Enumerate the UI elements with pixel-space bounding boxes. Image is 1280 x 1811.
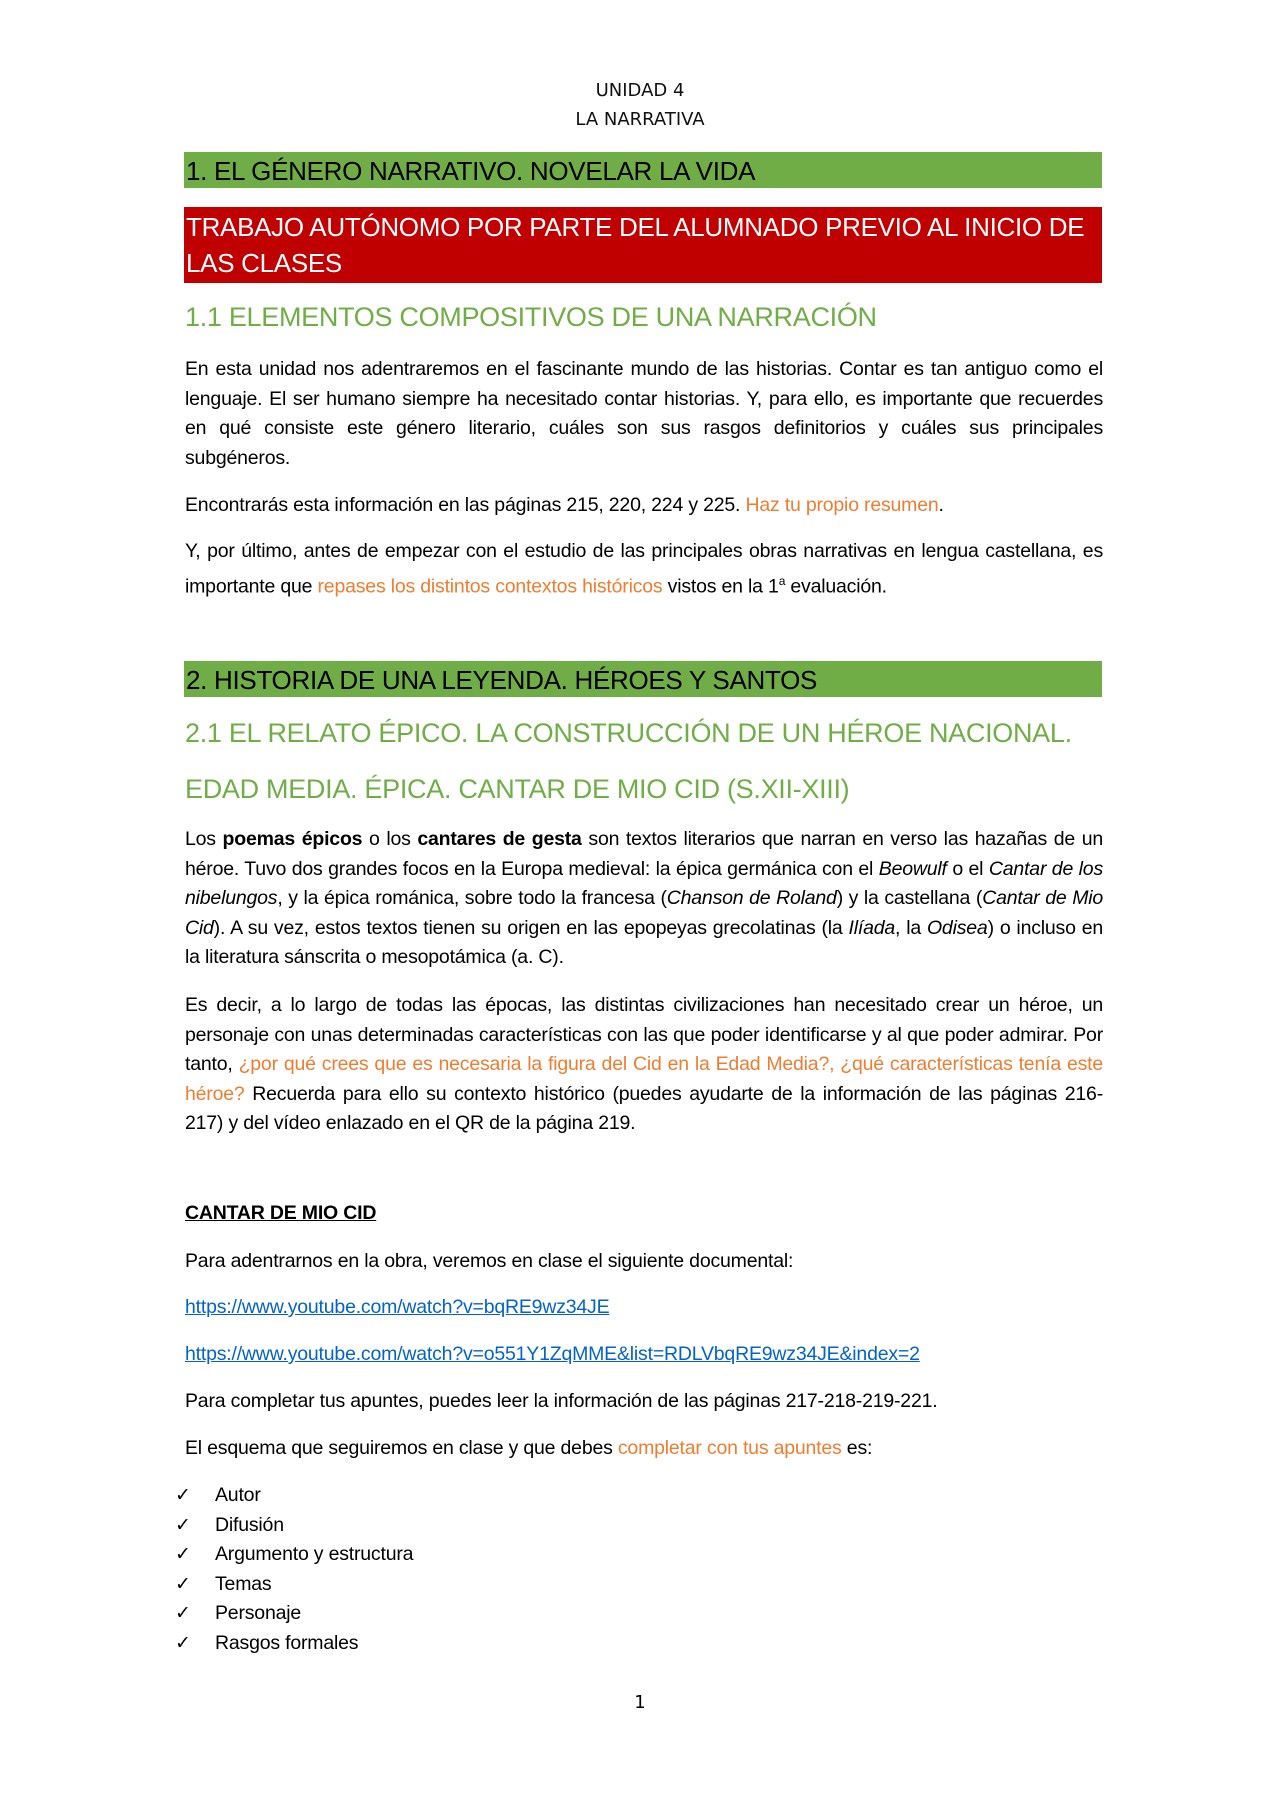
- hero-paragraph: Es decir, a lo largo de todas las épocas, las distintas civilizaciones han necesitado crear un héroe, un personaje con unas determinadas características con las que poder identificarse y al que poder admirar. Por tanto, ¿por qué crees que es necesaria la figura del Cid en la Edad Media?, ¿qué características tenía este héroe? Recuerda para ello su contexto histórico (puedes ayudarte de la información de las páginas 216-217) y del vídeo enlazado en el QR de la página 219.: [185, 994, 1103, 1135]
- page-number: 1: [634, 1692, 646, 1713]
- hero-question: ¿por qué crees que es necesaria la figura del Cid en la Edad Media?, ¿qué características tenía este héroe?: [185, 1053, 1103, 1105]
- list-item: ✓ Autor: [175, 1481, 413, 1511]
- unit-header: UNIDAD 4: [595, 80, 685, 101]
- section-2-title: 2. HISTORIA DE UNA LEYENDA. HÉROES Y SANTOS: [184, 661, 1102, 697]
- youtube-link-2[interactable]: https://www.youtube.com/watch?v=o551Y1ZqMME&list=RDLVbqRE9wz34JE&index=2: [185, 1343, 920, 1365]
- context-paragraph: Y, por último, antes de empezar con el estudio de las principales obras narrativas en lengua castellana, es importante que repases los distintos contextos históricos vistos en la 1$^a$ evaluación.: [185, 540, 1103, 598]
- subsection-2-1-title: 2.1 EL RELATO ÉPICO. LA CONSTRUCCIÓN DE UN HÉROE NACIONAL.: [185, 718, 1072, 748]
- context-instruction: repases los distintos contextos históricos: [317, 575, 663, 598]
- check-icon: ✓: [175, 1602, 191, 1624]
- edad-media-title: EDAD MEDIA. ÉPICA. CANTAR DE MIO CID (S.XII-XIII): [185, 774, 850, 804]
- complete-notes-instruction: completar con tus apuntes: [617, 1437, 842, 1459]
- list-item: ✓ Argumento y estructura: [175, 1540, 413, 1570]
- autonomous-work-notice: TRABAJO AUTÓNOMO POR PARTE DEL ALUMNADO PREVIO AL INICIO DE LAS CLASES: [184, 207, 1102, 283]
- list-item: ✓ Rasgos formales: [175, 1629, 413, 1659]
- list-item: ✓ Personaje: [175, 1599, 413, 1629]
- pages-paragraph: Encontrarás esta información en las páginas 215, 220, 224 y 225. Haz tu propio resumen.: [185, 494, 944, 516]
- cantar-title: CANTAR DE MIO CID: [185, 1202, 377, 1224]
- summary-instruction: Haz tu propio resumen: [745, 494, 939, 516]
- subsection-1-1-title: 1.1 ELEMENTOS COMPOSITIVOS DE UNA NARRACIÓN: [185, 302, 877, 332]
- scheme-checklist: [175, 1481, 413, 1658]
- list-item: ✓ Temas: [175, 1570, 413, 1600]
- check-icon: ✓: [175, 1543, 191, 1565]
- check-icon: ✓: [175, 1484, 191, 1506]
- scheme-intro: El esquema que seguiremos en clase y que debes completar con tus apuntes es:: [185, 1437, 873, 1459]
- pages-note: Para completar tus apuntes, puedes leer la información de las páginas 217-218-219-221.: [185, 1390, 938, 1412]
- check-icon: ✓: [175, 1572, 191, 1595]
- epic-paragraph: Los poemas épicos o los cantares de gesta son textos literarios que narran en verso las hazañas de un héroe. Tuvo dos grandes focos en la Europa medieval: la épica germánica con el Beowulf o el Cantar de los nibelungos, y la épica románica, sobre todo la francesa (Chanson de Roland) y la castellana (Cantar de Mio Cid). A su vez, estos textos tienen su origen en las epopeyas grecolatinas (la Ilíada, la Odisea) o incluso en la literatura sánscrita o mesopotámica (a. C).: [185, 828, 1104, 969]
- unit-subheader: LA NARRATIVA: [575, 109, 705, 130]
- check-icon: ✓: [175, 1513, 191, 1536]
- list-item: ✓ Difusión: [175, 1511, 413, 1541]
- youtube-link-1[interactable]: https://www.youtube.com/watch?v=bqRE9wz34JE: [185, 1296, 610, 1318]
- section-1-title: 1. EL GÉNERO NARRATIVO. NOVELAR LA VIDA: [184, 152, 1102, 188]
- check-icon: ✓: [175, 1631, 191, 1654]
- documentary-intro: Para adentrarnos en la obra, veremos en clase el siguiente documental:: [185, 1250, 794, 1272]
- intro-paragraph: En esta unidad nos adentraremos en el fascinante mundo de las historias. Contar es tan antiguo como el lenguaje. El ser humano siempre ha necesitado contar historias. Y, para ello, es importante que recuerdes en qué consiste este género literario, cuáles son sus rasgos definitorios y cuáles sus principales subgéneros.: [185, 358, 1103, 469]
